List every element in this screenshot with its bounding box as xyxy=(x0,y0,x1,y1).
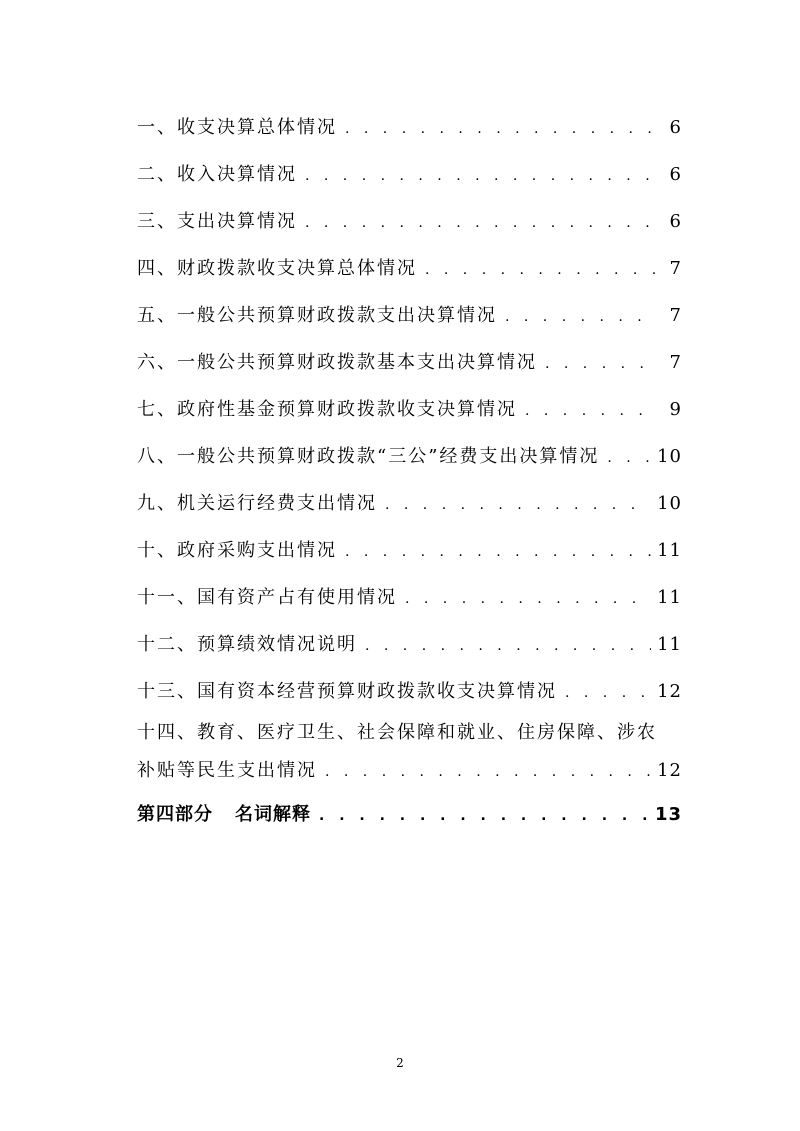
toc-entry[interactable] xyxy=(137,151,682,198)
toc-entry-page: 9 xyxy=(669,399,682,420)
toc-entry[interactable] xyxy=(137,245,682,292)
toc-entry-title-line2: 补贴等民生支出情况 xyxy=(137,760,317,781)
toc-entry-page: 11 xyxy=(657,587,682,608)
toc-entry[interactable] xyxy=(137,339,682,386)
toc-entry-title: 十二、预算绩效情况说明 xyxy=(137,634,357,655)
toc-entry-page: 10 xyxy=(657,493,682,514)
toc-entry-page: 7 xyxy=(669,258,682,279)
toc-entry[interactable] xyxy=(137,480,682,527)
toc-dot-leader xyxy=(365,623,651,670)
toc-entry-title: 一、收支决算总体情况 xyxy=(137,117,337,138)
toc-dot-leader xyxy=(345,529,651,576)
part-title: 名词解释 xyxy=(235,804,311,825)
toc-entry[interactable] xyxy=(137,198,682,245)
toc-entry-title: 九、机关运行经费支出情况 xyxy=(137,493,377,514)
toc-entry[interactable] xyxy=(137,433,682,480)
toc-dot-leader xyxy=(305,153,656,200)
toc-entry-title: 十一、国有资产占有使用情况 xyxy=(137,587,397,608)
toc-entry[interactable] xyxy=(137,668,682,715)
toc-entry-page: 11 xyxy=(657,634,682,655)
toc-dot-leader xyxy=(345,106,656,153)
toc-entry-title: 十三、国有资本经营预算财政拨款收支决算情况 xyxy=(137,681,557,702)
toc-entry-title: 四、财政拨款收支决算总体情况 xyxy=(137,258,417,279)
toc-entry[interactable] xyxy=(137,574,682,621)
toc-dot-leader xyxy=(565,670,651,717)
toc-entry-title: 十、政府采购支出情况 xyxy=(137,540,337,561)
toc-entry-title: 二、收入决算情况 xyxy=(137,164,297,185)
toc-entry-title: 六、一般公共预算财政拨款基本支出决算情况 xyxy=(137,352,537,373)
toc-dot-leader xyxy=(545,341,656,388)
toc-dot-leader xyxy=(505,294,656,341)
toc-entry[interactable] xyxy=(137,621,682,668)
toc-entry[interactable] xyxy=(137,104,682,151)
page-number: 2 xyxy=(396,1056,404,1070)
toc-entry-multiline[interactable] xyxy=(137,715,682,791)
toc-entry-page: 13 xyxy=(654,804,682,825)
toc-entry-page: 6 xyxy=(669,164,682,185)
toc-entry-page: 7 xyxy=(669,352,682,373)
toc-entry-page: 11 xyxy=(657,540,682,561)
toc-dot-leader xyxy=(405,576,651,623)
toc-entry-title: 三、支出决算情况 xyxy=(137,211,297,232)
toc-entry-page: 12 xyxy=(657,681,682,702)
toc-entry-page: 7 xyxy=(669,305,682,326)
toc-entry-line2 xyxy=(137,751,682,791)
toc-entry-title: 五、一般公共预算财政拨款支出决算情况 xyxy=(137,305,497,326)
toc-entry[interactable] xyxy=(137,386,682,433)
toc-dot-leader xyxy=(425,247,656,294)
toc-entry[interactable] xyxy=(137,527,682,574)
toc-dot-leader xyxy=(325,752,651,792)
part-label: 第四部分 xyxy=(137,804,213,825)
toc-entry-title: 七、政府性基金预算财政拨款收支决算情况 xyxy=(137,399,517,420)
toc-entry-page: 10 xyxy=(657,446,682,467)
table-of-contents xyxy=(137,104,682,838)
toc-dot-leader xyxy=(525,388,656,435)
toc-entry-title-line1: 十四、教育、医疗卫生、社会保障和就业、住房保障、涉农 xyxy=(137,722,657,743)
toc-part-title xyxy=(137,791,311,838)
toc-dot-leader xyxy=(319,793,649,840)
toc-dot-leader xyxy=(607,435,651,482)
toc-entry-title: 八、一般公共预算财政拨款“三公”经费支出决算情况 xyxy=(137,446,600,467)
toc-dot-leader xyxy=(385,482,651,529)
toc-dot-leader xyxy=(305,200,656,247)
toc-entry-page: 12 xyxy=(657,760,682,781)
toc-entry-page: 6 xyxy=(669,211,682,232)
toc-part-entry[interactable] xyxy=(137,791,682,838)
toc-entry-page: 6 xyxy=(669,117,682,138)
toc-entry[interactable] xyxy=(137,292,682,339)
